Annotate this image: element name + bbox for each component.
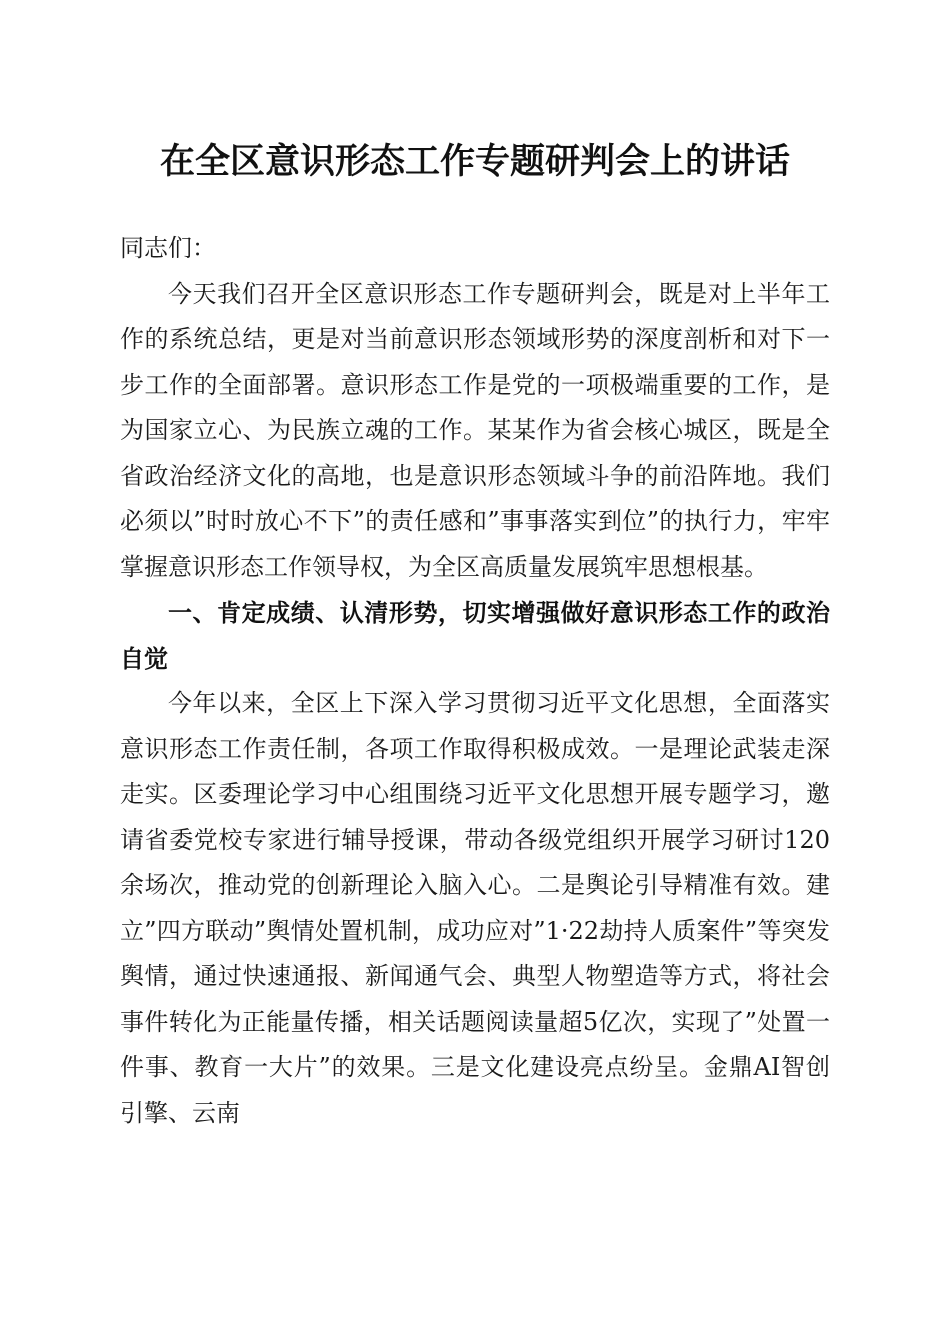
paragraph-achievements: 今年以来，全区上下深入学习贯彻习近平文化思想，全面落实意识形态工作责任制，各项工作取得积极成效。一是理论武装走深走实。区委理论学习中心组围绕习近平文化思想开展专题学习，邀请省委党校专家进行辅导授课，带动各级党组织开展学习研讨120余场次，推动党的创新理论入脑入心。二是舆论引导精准有效。建立”四方联动”舆情处置机制，成功应对”1·22劫持人质案件”等突发舆情，通过快速通报、新闻通气会、典型人物塑造等方式，将社会事件转化为正能量传播，相关话题阅读量超5亿次，实现了”处置一件事、教育一大片”的效果。三是文化建设亮点纷呈。金鼎AI智创引擎、云南 <box>120 689 830 1127</box>
section-heading-1: 一、肯定成绩、认清形势，切实增强做好意识形态工作的政治自觉 <box>120 598 830 673</box>
document-title: 在全区意识形态工作专题研判会上的讲话 <box>159 141 790 182</box>
salutation: 同志们： <box>120 234 216 262</box>
document-body <box>120 226 830 1136</box>
paragraph-intro: 今天我们召开全区意识形态工作专题研判会，既是对上半年工作的系统总结，更是对当前意识形态领域形势的深度剖析和对下一步工作的全面部署。意识形态工作是党的一项极端重要的工作，是为国家立心、为民族立魂的工作。某某作为省会核心城区，既是全省政治经济文化的高地，也是意识形态领域斗争的前沿阵地。我们必须以”时时放心不下”的责任感和”事事落实到位”的执行力，牢牢掌握意识形态工作领导权，为全区高质量发展筑牢思想根基。 <box>120 279 830 581</box>
